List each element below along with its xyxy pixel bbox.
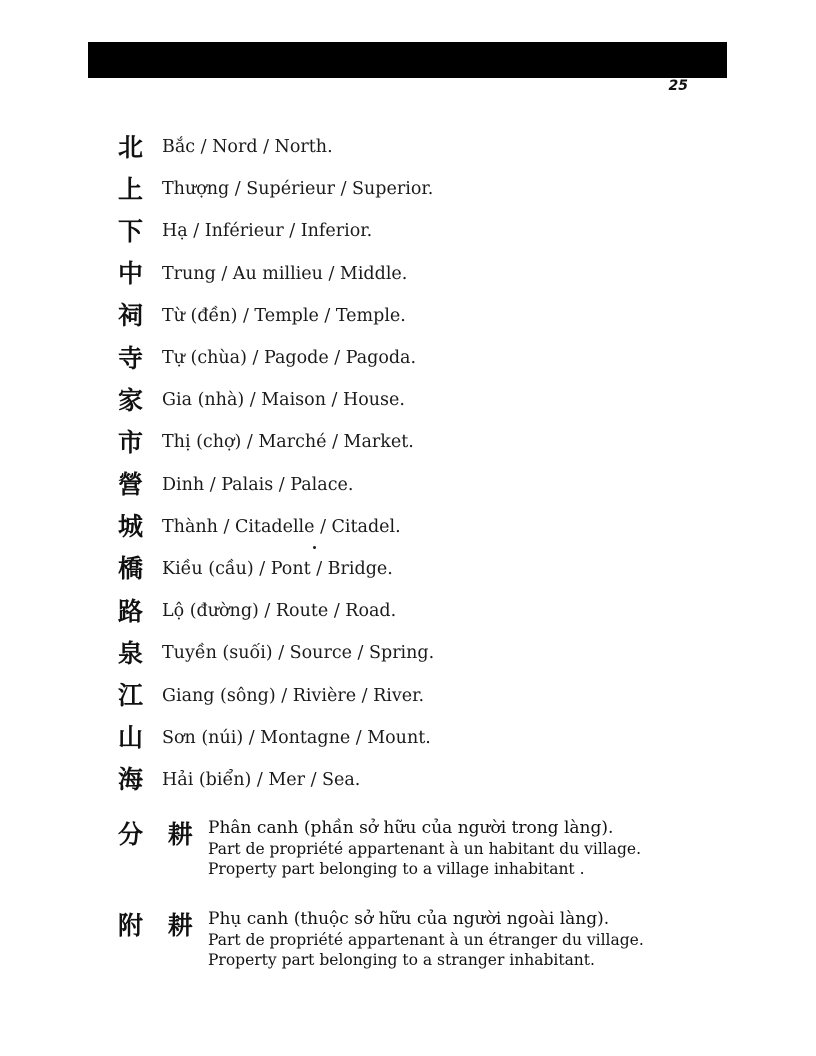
chinese-character: 橋: [118, 554, 144, 584]
chinese-character: 祠: [118, 301, 144, 331]
french-definition: Part de propriété appartenant à un étranger du village.: [208, 931, 644, 949]
glossary-entry-pagoda: [118, 337, 718, 379]
glossary-entry-road: [118, 590, 718, 632]
entry-text: Từ (đền) / Temple / Temple.: [162, 305, 406, 326]
chinese-character: 家: [118, 385, 144, 415]
glossary-entry-inferior: [118, 210, 718, 252]
entry-text: Sơn (núi) / Montagne / Mount.: [162, 727, 431, 748]
compound-definition: [208, 909, 718, 970]
entry-text: Thượng / Supérieur / Superior.: [162, 179, 434, 200]
chinese-character: 寺: [118, 343, 144, 373]
entry-text: Tuyền (suối) / Source / Spring.: [162, 643, 435, 664]
chinese-characters: 附 耕: [118, 911, 201, 940]
entry-text: Thị (chợ) / Marché / Market.: [162, 432, 414, 453]
entry-text: Hạ / Inférieur / Inferior.: [162, 221, 373, 242]
chinese-character: 海: [118, 765, 144, 795]
page-number: 25: [668, 78, 688, 94]
compound-definition: [208, 818, 718, 879]
glossary-entry-river: [118, 674, 718, 716]
header-bar: [88, 42, 727, 78]
chinese-character: 山: [118, 723, 144, 753]
glossary-entry-temple: [118, 295, 718, 337]
entry-text: Gia (nhà) / Maison / House.: [162, 390, 405, 411]
entry-text: Kiều (cầu) / Pont / Bridge.: [162, 558, 393, 579]
english-definition: Property part belonging to a stranger inhabitant.: [208, 951, 595, 969]
glossary-entry-palace: [118, 464, 718, 506]
glossary-entry-sea: [118, 759, 718, 801]
entry-text: Trung / Au millieu / Middle.: [162, 263, 408, 284]
glossary-entry-bridge: [118, 548, 718, 590]
chinese-character: 北: [118, 132, 144, 162]
compound-entry-phan-canh: [118, 818, 718, 879]
chinese-character: 路: [118, 596, 144, 626]
vietnamese-definition: Phụ canh (thuộc sở hữu của người ngoài làng).: [208, 909, 610, 929]
entry-text: Thành / Citadelle / Citadel.: [162, 516, 401, 537]
entry-text: Dinh / Palais / Palace.: [162, 474, 354, 495]
print-speck: [313, 546, 316, 549]
glossary-entry-citadel: [118, 506, 718, 548]
glossary-entry-mount: [118, 717, 718, 759]
entry-text: Hải (biển) / Mer / Sea.: [162, 769, 361, 790]
chinese-character: 下: [118, 216, 144, 246]
chinese-character: 江: [118, 681, 144, 711]
english-definition: Property part belonging to a village inhabitant .: [208, 860, 585, 878]
entry-text: Lộ (đường) / Route / Road.: [162, 601, 397, 622]
glossary-entry-middle: [118, 253, 718, 295]
french-definition: Part de propriété appartenant à un habitant du village.: [208, 840, 642, 858]
glossary-entry-house: [118, 379, 718, 421]
glossary-entry-north: [118, 126, 718, 168]
chinese-character: 上: [118, 174, 144, 204]
entry-text: Bắc / Nord / North.: [162, 137, 333, 158]
vietnamese-definition: Phân canh (phần sở hữu của người trong làng).: [208, 818, 614, 838]
chinese-characters: 分 耕: [118, 820, 201, 849]
chinese-character: 泉: [118, 638, 144, 668]
glossary-entry-market: [118, 421, 718, 463]
chinese-character: 城: [118, 512, 144, 542]
compound-entry-phu-canh: [118, 909, 718, 970]
glossary-entry-superior: [118, 168, 718, 210]
chinese-character: 中: [118, 259, 144, 289]
chinese-character: 營: [118, 470, 144, 500]
glossary-entry-spring: [118, 632, 718, 674]
entry-text: Tự (chùa) / Pagode / Pagoda.: [162, 348, 417, 369]
chinese-character: 市: [118, 427, 144, 457]
entry-text: Giang (sông) / Rivière / River.: [162, 685, 425, 706]
glossary-list: [118, 126, 718, 801]
